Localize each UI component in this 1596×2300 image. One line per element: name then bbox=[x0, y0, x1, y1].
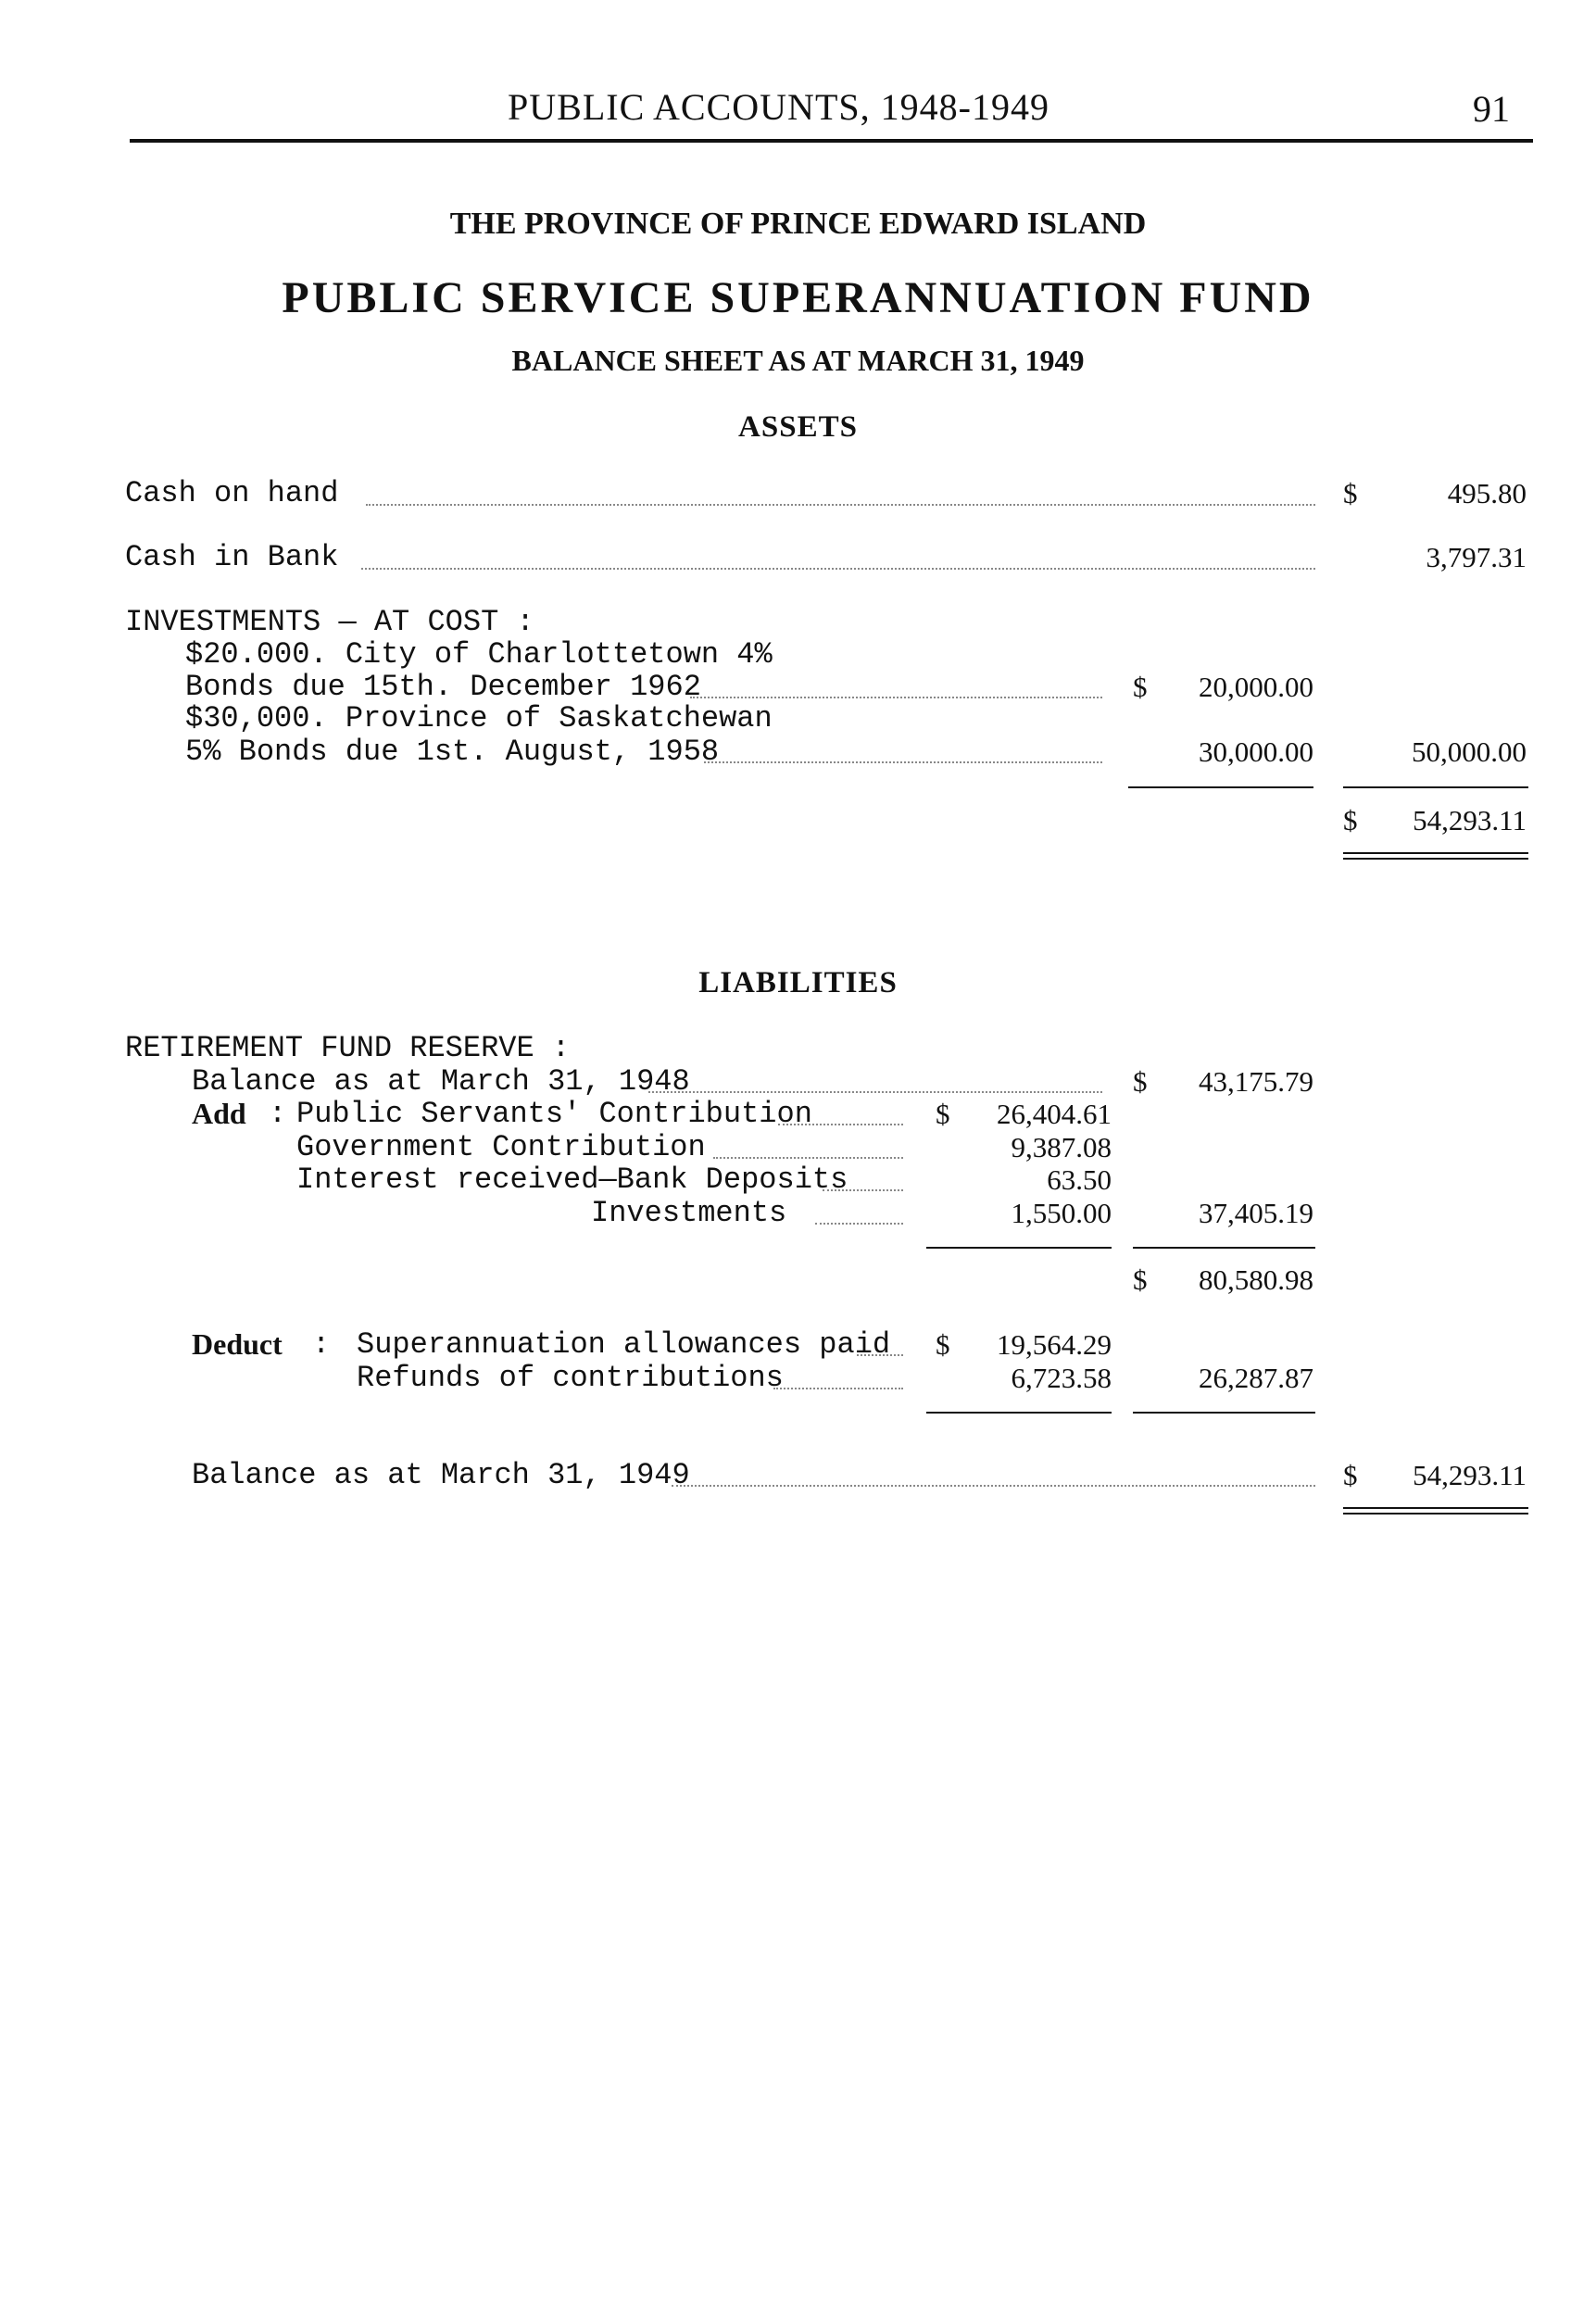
total-rule bbox=[1343, 1513, 1528, 1514]
page-number: 91 bbox=[1473, 88, 1510, 130]
add-item-amount: 1,550.00 bbox=[1011, 1197, 1112, 1229]
leader-dots bbox=[857, 1354, 903, 1356]
investment-1-dollar: $ bbox=[1133, 671, 1148, 703]
deduct-item-amount: 6,723.58 bbox=[1011, 1362, 1112, 1394]
total-rule bbox=[1343, 1507, 1528, 1509]
subtotal-rule bbox=[1128, 786, 1313, 788]
add-item-label: Interest received—Bank Deposits bbox=[296, 1163, 848, 1197]
leader-dots bbox=[823, 1189, 903, 1191]
leader-dots bbox=[366, 504, 1315, 506]
subtotal-rule bbox=[926, 1247, 1112, 1249]
add-item-amount: 26,404.61 bbox=[997, 1098, 1112, 1130]
deduct-total-amount: 26,287.87 bbox=[1199, 1362, 1313, 1394]
header-rule bbox=[130, 139, 1533, 143]
total-rule bbox=[1343, 858, 1528, 860]
assets-total-amount: 54,293.11 bbox=[1413, 804, 1527, 836]
assets-heading: ASSETS bbox=[738, 410, 858, 444]
leader-dots bbox=[778, 1124, 903, 1125]
opening-balance-dollar: $ bbox=[1133, 1065, 1148, 1098]
add-item-label: Public Servants' Contribution bbox=[296, 1097, 812, 1131]
add-label: Add bbox=[192, 1097, 246, 1130]
cash-on-hand-dollar: $ bbox=[1343, 477, 1358, 509]
fund-title: PUBLIC SERVICE SUPERANNUATION FUND bbox=[282, 273, 1314, 322]
running-title: PUBLIC ACCOUNTS, 1948-1949 bbox=[508, 86, 1049, 128]
subtotal-rule bbox=[1133, 1412, 1315, 1414]
deduct-item-amount: 19,564.29 bbox=[997, 1328, 1112, 1361]
opening-balance-amount: 43,175.79 bbox=[1199, 1065, 1313, 1098]
subtotal-rule bbox=[926, 1412, 1112, 1414]
subtotal-dollar: $ bbox=[1133, 1263, 1148, 1296]
add-item-amount: 9,387.08 bbox=[1011, 1131, 1112, 1163]
deduct-item-dollar: $ bbox=[936, 1328, 950, 1361]
assets-total-dollar: $ bbox=[1343, 804, 1358, 836]
leader-dots bbox=[361, 568, 1315, 570]
deduct-colon: : bbox=[312, 1327, 331, 1362]
closing-balance-label: Balance as at March 31, 1949 bbox=[192, 1458, 690, 1492]
investments-heading: INVESTMENTS — AT COST : bbox=[125, 605, 534, 639]
closing-balance-amount: 54,293.11 bbox=[1413, 1459, 1527, 1491]
leader-dots bbox=[648, 1091, 1102, 1093]
deduct-label: Deduct bbox=[192, 1327, 283, 1361]
cash-in-bank-amount: 3,797.31 bbox=[1426, 541, 1527, 573]
investment-1-line-2: Bonds due 15th. December 1962 bbox=[185, 670, 701, 704]
investments-total: 50,000.00 bbox=[1412, 735, 1527, 768]
add-item-dollar: $ bbox=[936, 1098, 950, 1130]
investment-2-line-1: $30,000. Province of Saskatchewan bbox=[185, 701, 773, 735]
subtotal-rule bbox=[1133, 1247, 1315, 1249]
leader-dots bbox=[690, 697, 1102, 698]
investment-2-line-2: 5% Bonds due 1st. August, 1958 bbox=[185, 735, 720, 769]
cash-on-hand-label: Cash on hand bbox=[125, 476, 339, 510]
leader-dots bbox=[672, 1485, 1315, 1487]
province-title: THE PROVINCE OF PRINCE EDWARD ISLAND bbox=[449, 207, 1147, 241]
deduct-item-label: Superannuation allowances paid bbox=[357, 1327, 891, 1362]
leader-dots bbox=[704, 761, 1102, 763]
total-rule bbox=[1343, 852, 1528, 854]
liabilities-heading: LIABILITIES bbox=[698, 966, 898, 999]
investment-1-line-1: $20.000. City of Charlottetown 4% bbox=[185, 637, 773, 672]
investment-2-amount: 30,000.00 bbox=[1199, 735, 1313, 768]
statement-title: BALANCE SHEET AS AT MARCH 31, 1949 bbox=[511, 344, 1085, 377]
add-item-label: Investments bbox=[591, 1196, 787, 1230]
deduct-item-label: Refunds of contributions bbox=[357, 1361, 784, 1395]
opening-balance-label: Balance as at March 31, 1948 bbox=[192, 1064, 690, 1099]
cash-on-hand-amount: 495.80 bbox=[1447, 477, 1527, 509]
subtotal-amount: 80,580.98 bbox=[1199, 1263, 1313, 1296]
leader-dots bbox=[773, 1388, 903, 1389]
cash-in-bank-label: Cash in Bank bbox=[125, 540, 339, 574]
investment-1-amount: 20,000.00 bbox=[1199, 671, 1313, 703]
leader-dots bbox=[815, 1223, 903, 1225]
add-item-amount: 63.50 bbox=[1047, 1163, 1112, 1196]
reserve-heading: RETIREMENT FUND RESERVE : bbox=[125, 1031, 571, 1065]
closing-balance-dollar: $ bbox=[1343, 1459, 1358, 1491]
add-total-amount: 37,405.19 bbox=[1199, 1197, 1313, 1229]
subtotal-rule bbox=[1343, 786, 1528, 788]
add-colon: : bbox=[269, 1097, 287, 1131]
leader-dots bbox=[713, 1157, 903, 1159]
add-item-label: Government Contribution bbox=[296, 1130, 706, 1164]
